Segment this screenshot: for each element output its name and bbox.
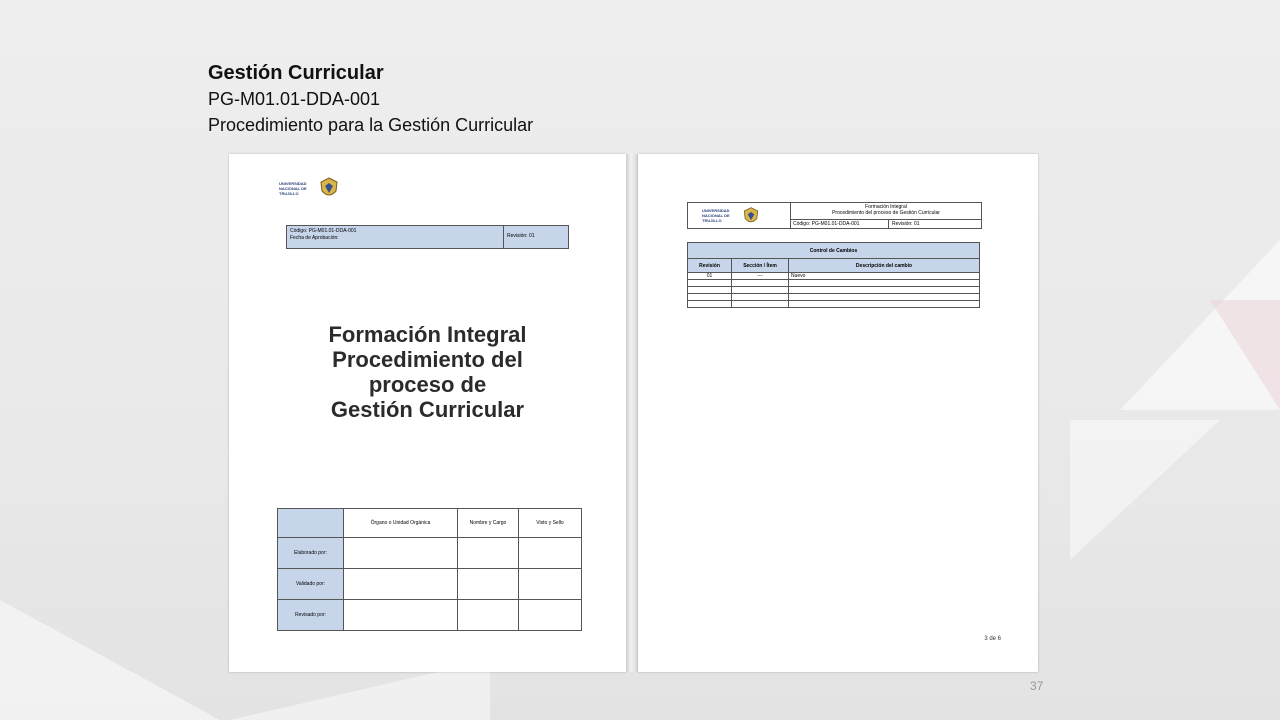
table-header-cell: [278, 509, 344, 538]
table-row: [688, 273, 980, 280]
approval-table: [277, 508, 582, 631]
table-cell: 01: [688, 273, 732, 280]
university-logo: [688, 203, 791, 228]
table-caption-row: [688, 243, 980, 259]
table-row: [688, 280, 980, 287]
table-header-cell: Nombre y Cargo: [458, 509, 519, 538]
table-cell: [732, 287, 789, 294]
changes-table: [687, 242, 980, 308]
title-line: Procedimiento del: [332, 347, 523, 372]
table-cell: [344, 538, 458, 569]
table-cell: [519, 538, 582, 569]
table-header-cell: Órgano o Unidad Orgánica: [344, 509, 458, 538]
header-code: Código: PG-M01.01-DDA-001: [791, 220, 889, 228]
table-cell: [789, 294, 980, 301]
table-cell: [519, 600, 582, 631]
title-line: Formación Integral: [328, 322, 527, 347]
header-title: Formación Integral: [865, 204, 907, 210]
row-label: Validado por:: [278, 569, 344, 600]
table-cell: [732, 294, 789, 301]
code-label: Código: PG-M01.01-DDA-001: [290, 228, 357, 234]
table-row: [278, 538, 582, 569]
crest-icon: [741, 206, 761, 226]
slide-heading: [208, 60, 533, 138]
row-label: Elaborado por:: [278, 538, 344, 569]
page-gutter: [626, 154, 638, 672]
crest-icon: [317, 176, 341, 200]
table-cell: [519, 569, 582, 600]
document-code: PG-M01.01-DDA-001: [208, 89, 381, 109]
background-shape: [1070, 420, 1220, 560]
page-header-box: [687, 202, 982, 229]
table-header-cell: Revisión: [688, 259, 732, 273]
table-cell: [458, 569, 519, 600]
table-cell: [789, 287, 980, 294]
table-cell: [688, 301, 732, 308]
document-title: [249, 322, 606, 422]
slide-number: 37: [1030, 679, 1044, 693]
header-subtitle: Procedimiento del proceso de Gestión Curricular: [832, 210, 940, 216]
slide-subtitle: Procedimiento para la Gestión Curricular: [208, 115, 534, 135]
table-cell: Nuevo: [789, 273, 980, 280]
title-line: Gestión Curricular: [330, 397, 525, 422]
table-row: [278, 569, 582, 600]
table-caption: Control de Cambios: [688, 243, 980, 259]
background-shape: [1210, 300, 1280, 410]
title-line: proceso de: [368, 372, 487, 397]
table-cell: [732, 280, 789, 287]
revision-label: Revisión: 01: [507, 233, 535, 239]
table-cell: [344, 600, 458, 631]
table-cell: [789, 280, 980, 287]
logo-text: UNIVERSIDAD NACIONAL DE TRUJILLO: [279, 180, 307, 196]
table-cell: [458, 600, 519, 631]
table-header-row: [688, 259, 980, 273]
table-cell: [458, 538, 519, 569]
document-revision-page: [638, 154, 1038, 672]
table-header-row: [278, 509, 582, 538]
logo-text: UNIVERSIDAD NACIONAL DE TRUJILLO: [702, 208, 730, 223]
page-number-mark: 3 de 6: [984, 636, 1001, 642]
table-cell: [688, 287, 732, 294]
table-cell: [688, 294, 732, 301]
slide-title: Gestión Curricular: [208, 62, 384, 84]
table-cell: [789, 301, 980, 308]
row-label: Revisado por:: [278, 600, 344, 631]
table-cell: [344, 569, 458, 600]
table-row: [688, 301, 980, 308]
table-header-cell: Descripción del cambio: [789, 259, 980, 273]
table-cell: [688, 280, 732, 287]
university-logo: [279, 176, 341, 200]
table-cell: ---: [732, 273, 789, 280]
table-row: [688, 287, 980, 294]
approval-date-label: Fecha de Aprobación:: [290, 235, 339, 241]
document-cover-page: [229, 154, 626, 672]
table-row: [278, 600, 582, 631]
table-row: [688, 294, 980, 301]
background-shape: [0, 600, 220, 720]
table-header-cell: Sección / Ítem: [732, 259, 789, 273]
table-cell: [732, 301, 789, 308]
table-header-cell: Visto y Sello: [519, 509, 582, 538]
document-code-box: [286, 225, 569, 249]
header-revision: Revisión: 01: [892, 221, 920, 227]
